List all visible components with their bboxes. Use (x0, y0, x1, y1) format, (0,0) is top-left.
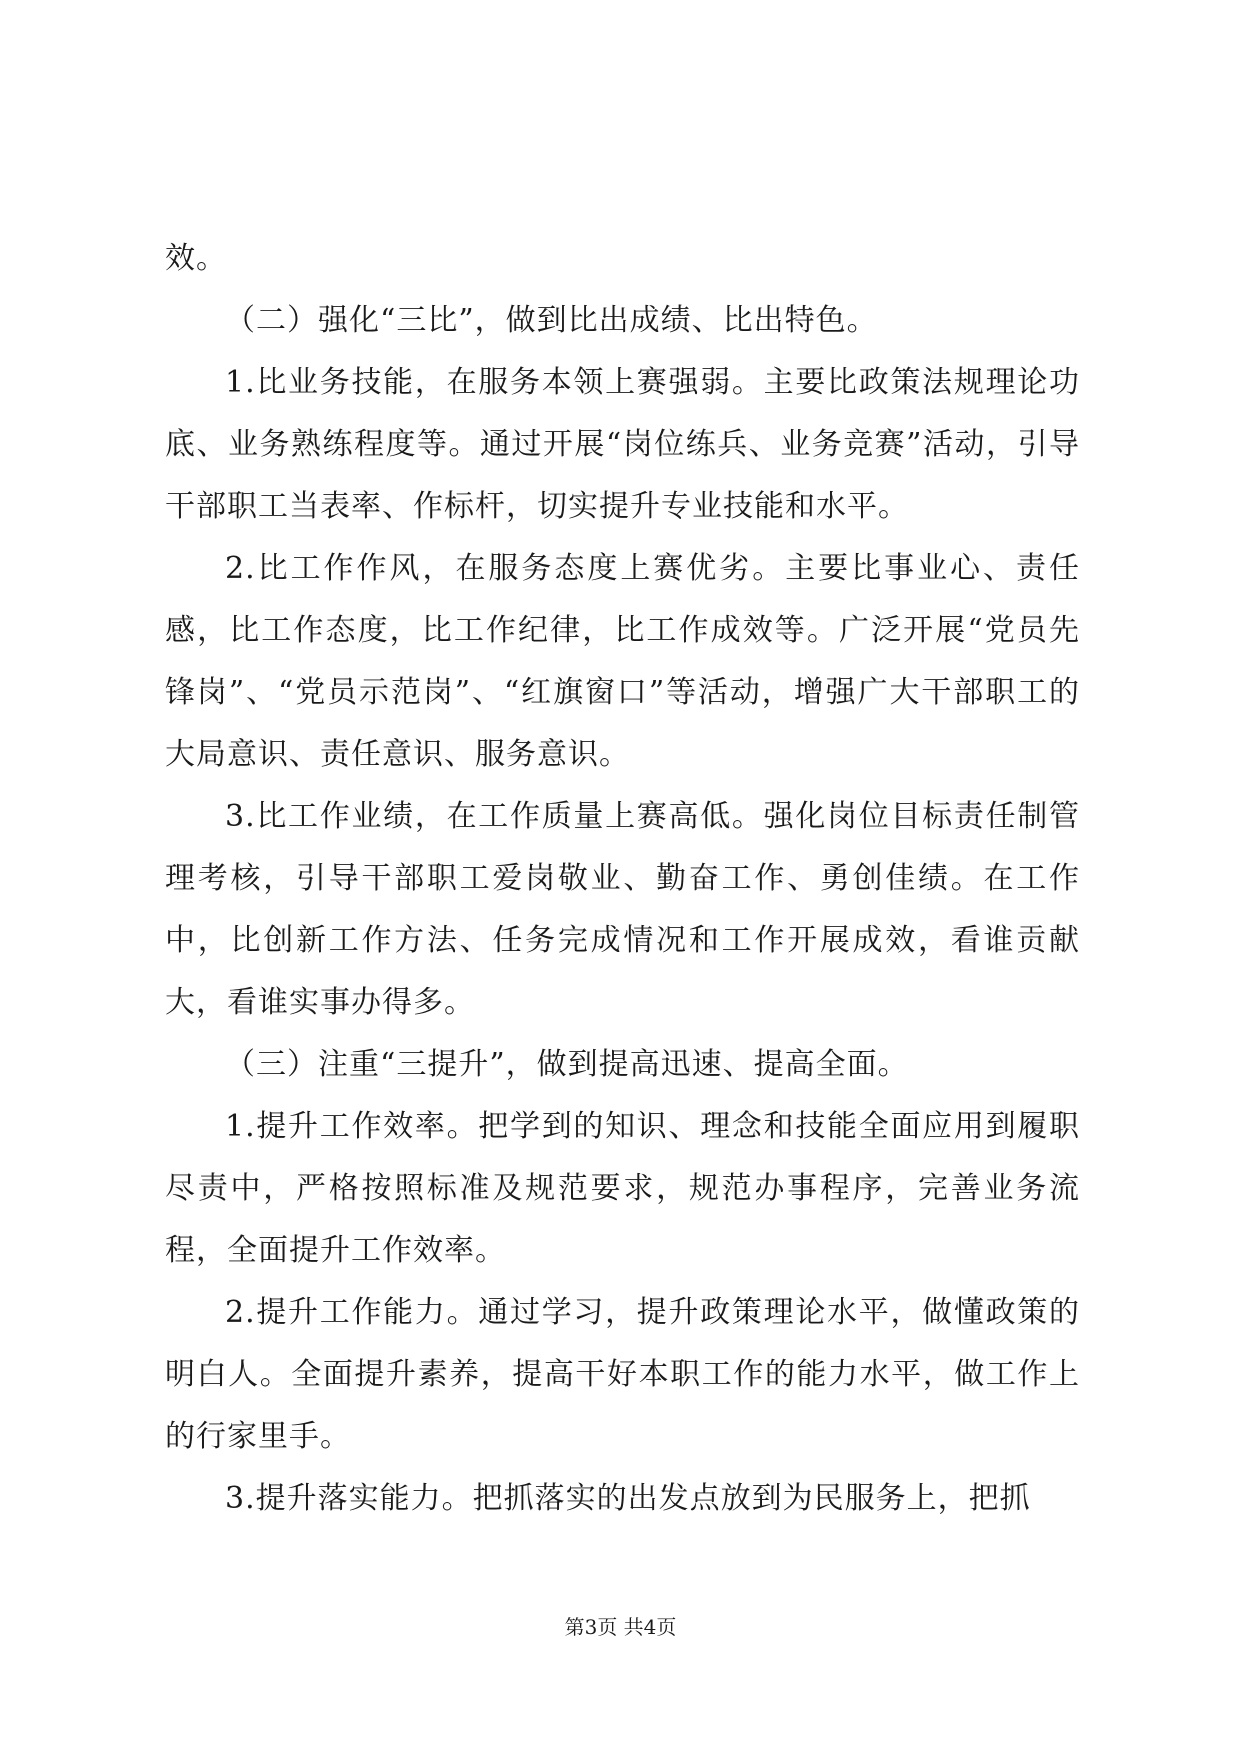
paragraph-item: 2.比工作作风，在服务态度上赛优劣。主要比事业心、责任感，比工作态度，比工作纪律，比工作成效等。广泛开展“党员先锋岗”、“党员示范岗”、“红旗窗口”等活动，增强广大干部职工的大局意识、责任意识、服务意识。 (165, 551, 1080, 772)
paragraph-item: 3.比工作业绩，在工作质量上赛高低。强化岗位目标责任制管理考核，引导干部职工爱岗敬业、勤奋工作、勇创佳绩。在工作中，比创新工作方法、任务完成情况和工作开展成效，看谁贡献大，看谁实事办得多。 (165, 799, 1080, 1020)
section-heading-3: （三）注重“三提升”，做到提高迅速、提高全面。 (225, 1047, 909, 1082)
page-footer: 第3页 共4页 (564, 1615, 677, 1639)
paragraph-item: 1.提升工作效率。把学到的知识、理念和技能全面应用到履职尽责中，严格按照标准及规范要求，规范办事程序，完善业务流程，全面提升工作效率。 (165, 1109, 1080, 1268)
document-body (165, 228, 1080, 1530)
paragraph-item: 3.提升落实能力。把抓落实的出发点放到为民服务上，把抓 (225, 1481, 1031, 1516)
paragraph-item: 2.提升工作能力。通过学习，提升政策理论水平，做懂政策的明白人。全面提升素养，提高干好本职工作的能力水平，做工作上的行家里手。 (165, 1295, 1080, 1454)
paragraph-item: 1.比业务技能，在服务本领上赛强弱。主要比政策法规理论功底、业务熟练程度等。通过开展“岗位练兵、业务竞赛”活动，引导干部职工当表率、作标杆，切实提升专业技能和水平。 (165, 365, 1080, 524)
section-heading-2: （二）强化“三比”，做到比出成绩、比出特色。 (225, 303, 878, 338)
paragraph-continuation: 效。 (165, 241, 227, 276)
